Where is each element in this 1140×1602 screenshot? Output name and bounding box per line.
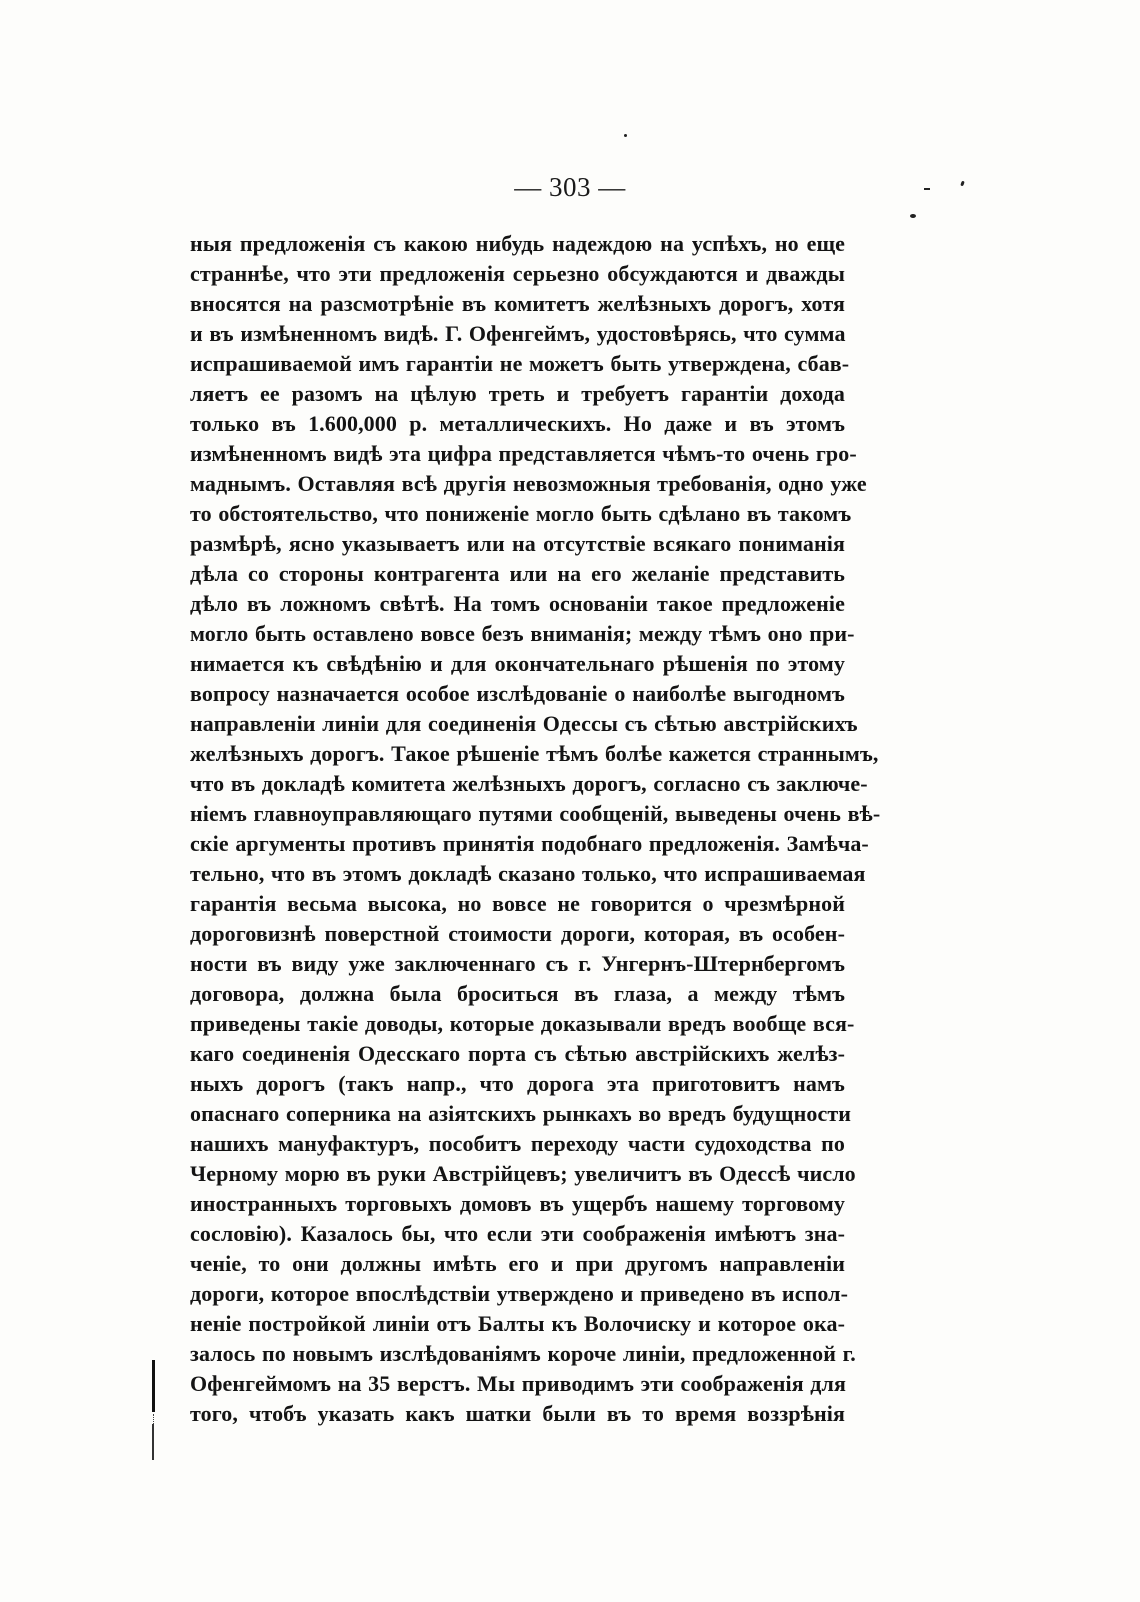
text-line: желѣзныхъ дорогъ. Такое рѣшеніе тѣмъ болѣе кажется страннымъ,: [190, 741, 879, 766]
text-line: дороговизнѣ поверстной стоимости дороги, которая, въ особен-: [190, 921, 845, 946]
text-line: того, чтобъ указать какъ шатки были въ то время воззрѣнія: [190, 1401, 845, 1426]
text-line: ности въ виду уже заключеннаго съ г. Унгернъ-Штернбергомъ: [190, 951, 845, 976]
text-line: направленіи линіи для соединенія Одессы съ сѣтью австрійскихъ: [190, 711, 858, 736]
text-line: скіе аргументы противъ принятія подобнаго предложенія. Замѣча-: [190, 831, 869, 856]
text-line: нашихъ мануфактуръ, пособитъ переходу части судоходства по: [190, 1131, 845, 1156]
text-line: залось по новымъ изслѣдованіямъ короче линіи, предложенной г.: [190, 1341, 856, 1366]
text-line: испрашиваемой имъ гарантіи не можетъ быть утверждена, сбав-: [190, 351, 850, 376]
text-line: ляетъ ее разомъ на цѣлую треть и требуетъ гарантіи дохода: [190, 381, 845, 406]
text-line: то обстоятельство, что пониженіе могло быть сдѣлано въ такомъ: [190, 501, 852, 526]
text-line: дороги, которое впослѣдствіи утверждено и приведено въ испол-: [190, 1281, 849, 1306]
text-line: вопросу назначается особое изслѣдованіе о наиболѣе выгодномъ: [190, 681, 845, 706]
text-line: Черному морю въ руки Австрійцевъ; увеличитъ въ Одессѣ число: [190, 1161, 856, 1186]
text-line: ныя предложенія съ какою нибудь надеждою на успѣхъ, но еще: [190, 231, 845, 256]
text-line: маднымъ. Оставляя всѣ другія невозможныя требованія, одно уже: [190, 471, 867, 496]
text-line: неніе постройкой линіи отъ Балты къ Волочиску и которое ока-: [190, 1311, 845, 1336]
text-line: размѣрѣ, ясно указываетъ или на отсутствіе всякаго пониманія: [190, 531, 845, 556]
text-line: гарантія весьма высока, но вовсе не говорится о чрезмѣрной: [190, 891, 845, 916]
text-line: Офенгеймомъ на 35 верстъ. Мы приводимъ эти соображенія для: [190, 1371, 846, 1396]
text-line: тельно, что въ этомъ докладѣ сказано только, что испрашиваемая: [190, 861, 866, 886]
text-line: каго соединенія Одесскаго порта съ сѣтью австрійскихъ желѣз-: [190, 1041, 845, 1066]
text-line: страннѣе, что эти предложенія серьезно обсуждаются и дважды: [190, 261, 845, 286]
text-line: опаснаго соперника на азіятскихъ рынкахъ во вредъ будущности: [190, 1101, 852, 1126]
text-line: вносятся на разсмотрѣніе въ комитетъ желѣзныхъ дорогъ, хотя: [190, 291, 845, 316]
text-line: приведены такіе доводы, которые доказывали вредъ вообще вся-: [190, 1011, 855, 1036]
text-line: нимается къ свѣдѣнію и для окончательнаго рѣшенія по этому: [190, 651, 845, 676]
binding-edge-dots: [153, 1414, 155, 1424]
text-line: договора, должна была броситься въ глаза, а между тѣмъ: [190, 981, 845, 1006]
text-line: дѣло въ ложномъ свѣтѣ. На томъ основаніи такое предложеніе: [190, 591, 845, 616]
body-text: [190, 229, 881, 1429]
page-number: — 303 —: [514, 172, 626, 202]
text-line: иностранныхъ торговыхъ домовъ въ ущербъ нашему торговому: [190, 1191, 845, 1216]
text-line: ніемъ главноуправляющаго путями сообщеній, выведены очень вѣ-: [190, 801, 881, 826]
text-line: ныхъ дорогъ (такъ напр., что дорога эта приготовитъ намъ: [190, 1071, 845, 1096]
text-line: ченіе, то они должны имѣть его и при другомъ направленіи: [190, 1251, 845, 1276]
text-line: могло быть оставлено вовсе безъ вниманія; между тѣмъ оно при-: [190, 621, 855, 646]
text-line: сословію). Казалось бы, что если эти соображенія имѣютъ зна-: [190, 1221, 845, 1246]
binding-edge-mark: [152, 1424, 154, 1460]
text-line: и въ измѣненномъ видѣ. Г. Офенгеймъ, удостовѣрясь, что сумма: [190, 321, 846, 346]
print-speck: [624, 134, 627, 137]
text-line: только въ 1.600,000 р. металлическихъ. Но даже и въ этомъ: [190, 411, 845, 436]
binding-edge-mark: [152, 1360, 155, 1412]
print-speck: [910, 214, 916, 218]
text-line: измѣненномъ видѣ эта цифра представляется чѣмъ-то очень гро-: [190, 441, 857, 466]
text-line: дѣла со стороны контрагента или на его желаніе представить: [190, 561, 845, 586]
text-line: что въ докладѣ комитета желѣзныхъ дорогъ, согласно съ заключе-: [190, 771, 868, 796]
